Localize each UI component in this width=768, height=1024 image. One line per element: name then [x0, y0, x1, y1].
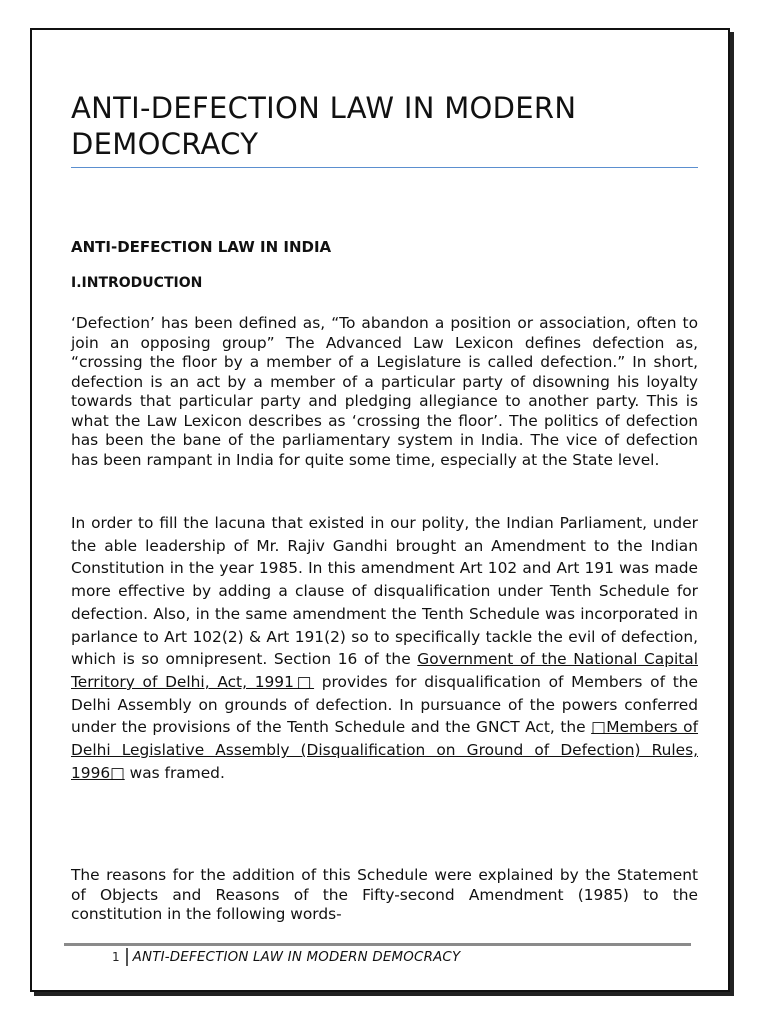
disqualification-rules-link[interactable]: □Members of Delhi Legislative Assembly (Disqualification on Ground of Defection) Rules, 1996□ — [71, 718, 699, 782]
paragraph-text: was framed. — [124, 763, 225, 782]
footer-running-title: ANTI-DEFECTION LAW IN MODERN DEMOCRACY — [132, 949, 461, 965]
title-underline-divider — [71, 167, 698, 168]
introduction-heading: I.INTRODUCTION — [71, 275, 203, 291]
footer-divider-line — [64, 943, 691, 946]
page-number: 1 — [112, 950, 120, 964]
section-heading: ANTI-DEFECTION LAW IN INDIA — [71, 238, 332, 256]
document-title: ANTI-DEFECTION LAW IN MODERN DEMOCRACY — [71, 91, 577, 161]
paragraph-defection-definition: ‘Defection’ has been defined as, “To abandon a position or association, often to join an opposing group” The Advanced Law Lexicon defines defection as, “crossing the floor by a member of a Legislature is called defection.” In short, defection is an act by a member of a particular party of disowning his loyalty towards that particular party and pledging allegiance to another party. This is what the Law Lexicon describes as ‘crossing the floor’. The politics of defection has been the bane of the parliamentary system in India. The vice of defection has been rampant in India for quite some time, especially at the State level. — [71, 314, 698, 469]
document-page — [30, 28, 730, 992]
footer-separator — [126, 948, 128, 966]
paragraph-text: provides for disqualification of Members of the Delhi Assembly on grounds of defection. In pursuance of the powers conferred under the provisions of the Tenth Schedule and the GNCT Act, the — [71, 672, 698, 737]
gnct-act-link[interactable]: Government of the National Capital Territory of Delhi, Act, 1991□ — [71, 650, 698, 691]
paragraph-text: In order to fill the lacuna that existed in our polity, the Indian Parliament, under the able leadership of Mr. Rajiv Gandhi brought an Amendment to the Indian Constitution in the year 1985. In this amendment Art 102 and Art 191 was made more effective by adding a clause of disqualification under Tenth Schedule for defection. Also, in the same amendment the Tenth Schedule was incorporated in parlance to Art 102(2) & Art 191(2) so to specifically tackle the evil of defection, which is so omnipresent. Section 16 of the — [71, 514, 698, 669]
paragraph-schedule-reasons: The reasons for the addition of this Schedule were explained by the Statement of Objects and Reasons of the Fifty-second Amendment (1985) to the constitution in the following words- — [71, 866, 698, 923]
paragraph-amendment-history — [71, 512, 698, 784]
page-footer — [112, 947, 460, 967]
